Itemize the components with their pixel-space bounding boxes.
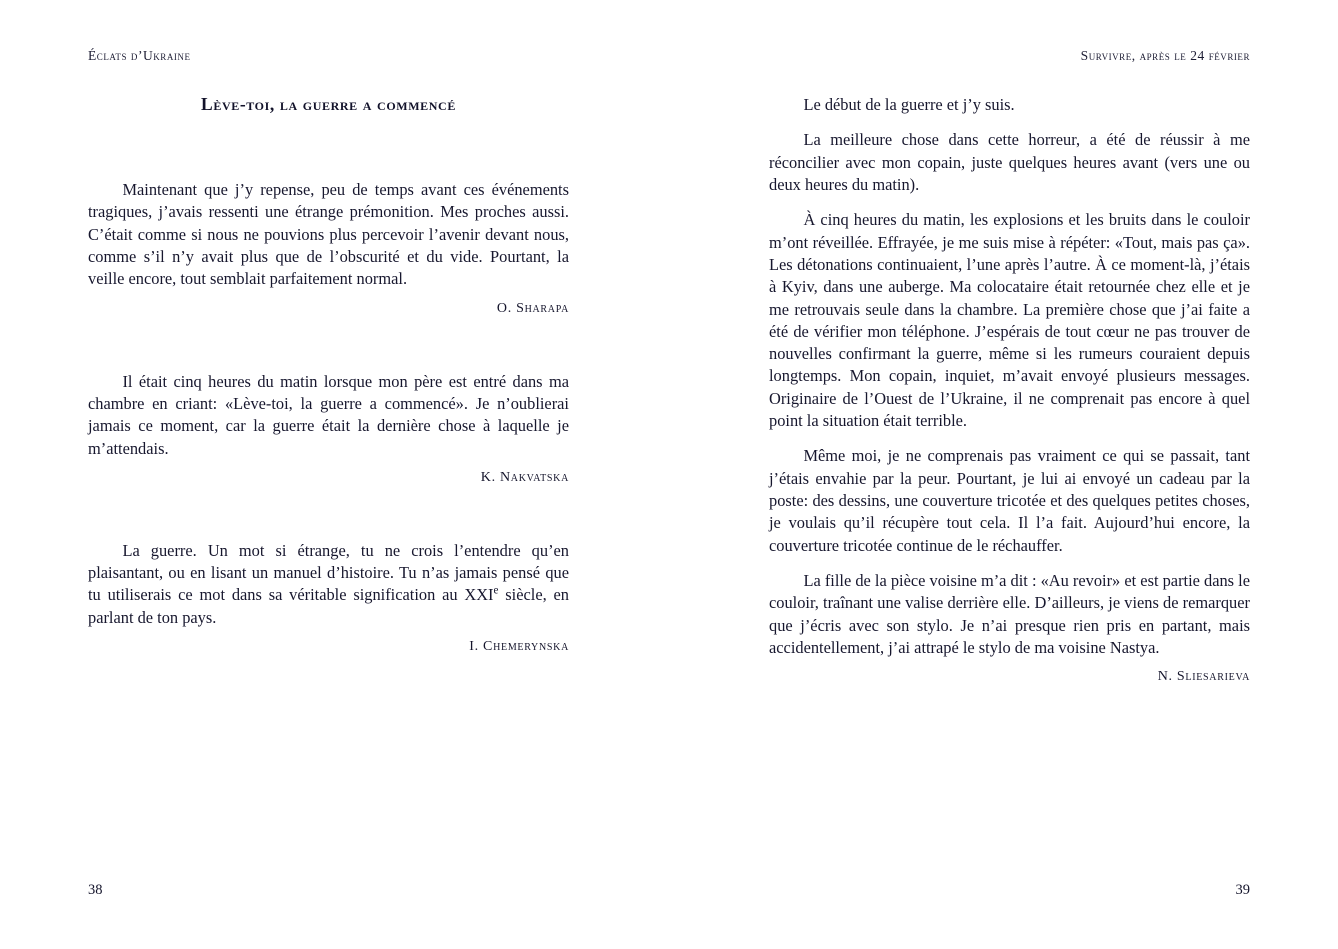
attribution: I. Chemerynska: [469, 639, 569, 655]
paragraph: À cinq heures du matin, les explosions et les bruits dans le couloir m’ont réveillée. Effrayée, je me suis mise à répéter: «Tout, mais pas ça». Les détonations continuaient, l’une après l’autre. À ce moment-là, j’étais à Kyiv, dans une auberge. Ma colocataire était retournée chez elle et je me retrouvais seule dans la chambre. La première chose que j’ai faite a été de vérifier mon téléphone. J’espérais de tout cœur ne pas trouver de nouvelles confirmant la guerre, même si les rumeurs couraient depuis longtemps. Mon copain, inquiet, m’avait envoyé plusieurs messages. Originaire de l’Ouest de l’Ukraine, il ne comprenait pas encore à quel point la situation était terrible.: [769, 210, 1250, 431]
paragraph: La meilleure chose dans cette horreur, a été de réussir à me réconcilier avec mon copain, juste quelques heures avant (vers une ou deux heures du matin).: [769, 130, 1250, 194]
running-head-left: Éclats d’Ukraine: [88, 48, 191, 63]
attribution: K. Nakvatska: [480, 469, 569, 485]
paragraph: Maintenant que j’y repense, peu de temps avant ces événements tragiques, j’avais ressenti une étrange prémonition. Mes proches aussi. C’était comme si nous ne pouvions plus percevoir l’avenir devant nous, comme s’il n’y avait plus que de l’obscurité et du vide. Pourtant, la veille encore, tout semblait parfaitement normal.: [88, 180, 569, 289]
page-number-right: 39: [1235, 882, 1250, 898]
testimony-block: [769, 94, 1250, 685]
paragraph: Même moi, je ne comprenais pas vraiment ce qui se passait, tant j’étais envahie par la peur. Pourtant, je lui ai envoyé un cadeau par la poste: des dessins, une couverture tricotée et des quelques petites choses, je voulais qu’il récupère tout cela. Il l’a fait. Aujourd’hui encore, la couverture tricotée continue de le réchauffer.: [769, 446, 1250, 555]
paragraph: La guerre. Un mot si étrange, tu ne crois l’entendre qu’en plaisantant, ou en lisant un manuel d’histoire. Tu n’as jamais pensé que tu utiliserais ce mot dans sa véritable signification au XXIe siècle, en parlant de ton pays.: [88, 540, 569, 627]
attribution: O. Sharapa: [496, 300, 569, 316]
paragraph: Le début de la guerre et j’y suis.: [803, 95, 1015, 114]
testimony-block: [88, 371, 569, 486]
paragraph: La fille de la pièce voisine m’a dit : «Au revoir» et est partie dans le couloir, traînant une valise derrière elle. D’ailleurs, je viens de remarquer que j’écris avec son stylo. Je n’ai presque rien pris en partant, mais accidentellement, j’ai attrapé le stylo de ma voisine Nastya.: [769, 570, 1250, 657]
right-page-body: [769, 94, 1250, 685]
testimony-block: [88, 179, 569, 317]
attribution: N. Sliesarieva: [1157, 669, 1250, 685]
paragraph: Il était cinq heures du matin lorsque mon père est entré dans ma chambre en criant: «Lève-toi, la guerre a commencé». Je n’oublierai jamais ce moment, car la guerre était la dernière chose à laquelle je m’attendais.: [88, 371, 569, 458]
running-head-right: Survivre, après le 24 février: [1080, 48, 1250, 63]
page-number-left: 38: [88, 882, 103, 898]
testimony-block: [88, 540, 569, 655]
chapter-title: Lève-toi, la guerre a commencé: [201, 94, 456, 114]
page-right: [669, 0, 1338, 949]
left-page-body: [88, 179, 569, 655]
